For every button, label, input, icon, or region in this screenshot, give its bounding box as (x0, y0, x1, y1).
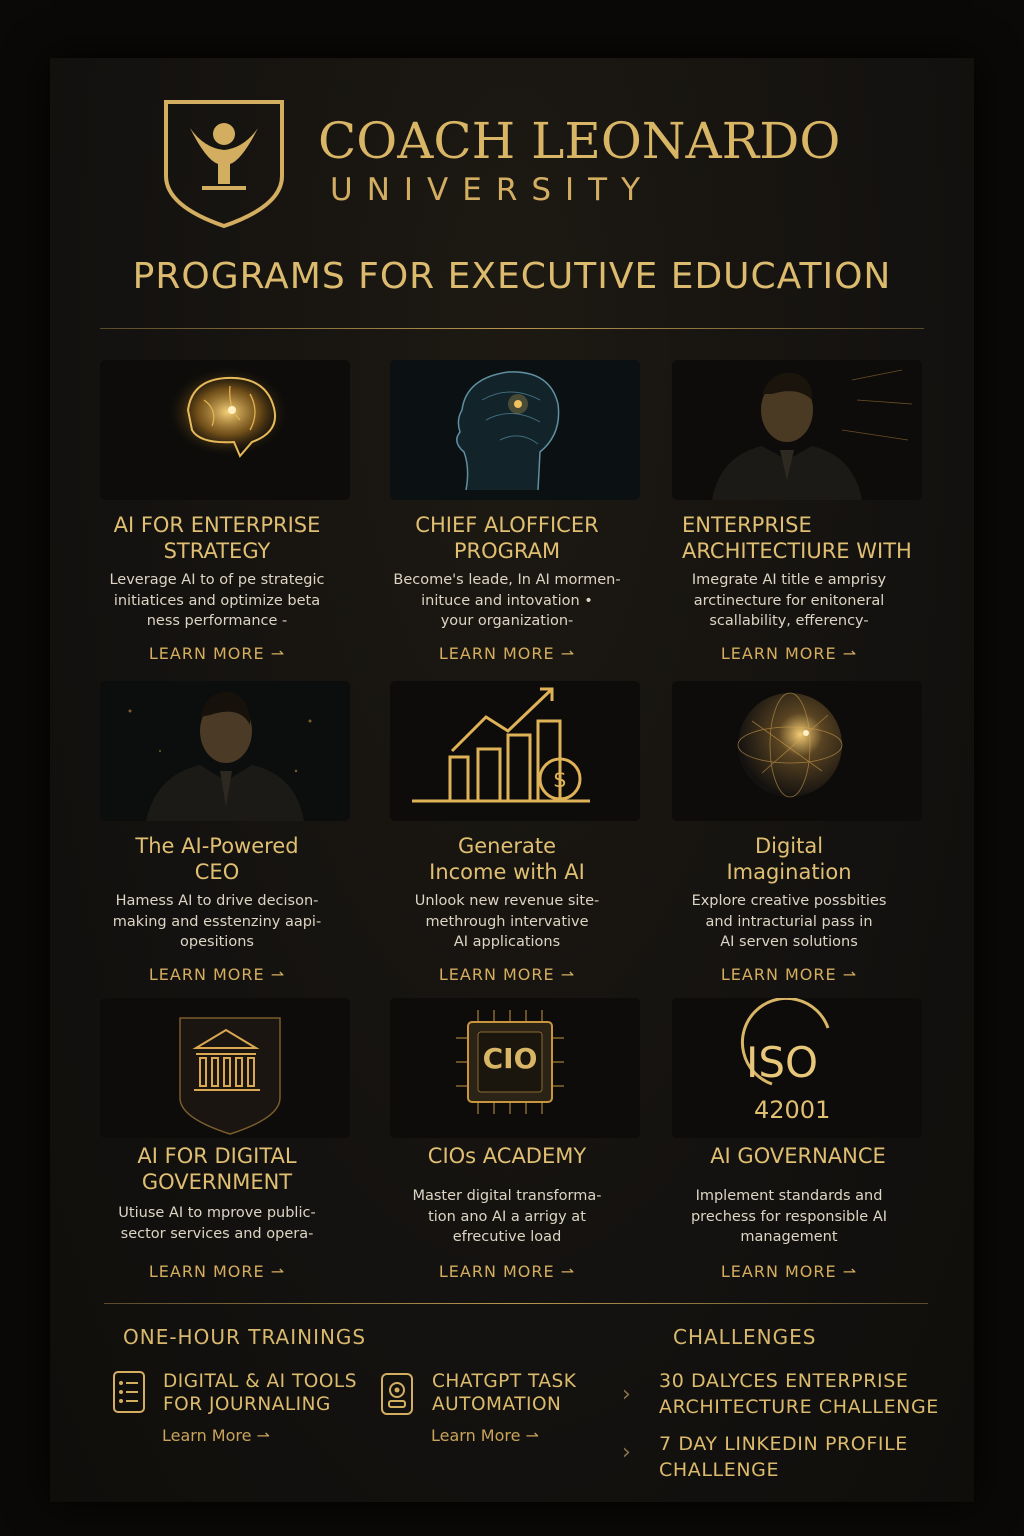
robot-icon (380, 1372, 414, 1416)
training-learn-more-link[interactable]: Learn More ⇀ (162, 1426, 270, 1445)
chevron-right-icon: › (622, 1382, 631, 1407)
program-description: Implement standards and prechess for responsible AI management (690, 1188, 888, 1245)
learn-more-link[interactable]: LEARN MORE ⇀ (148, 965, 286, 984)
learn-more-link[interactable]: LEARN MORE ⇀ (148, 1262, 286, 1281)
program-description: Master digital transforma- tion ano AI a arrigy at efrecutive load (412, 1188, 602, 1245)
badge-top-text: ISO (746, 1038, 819, 1087)
divider (104, 1303, 928, 1304)
program-title: AI GOVERNANCE (710, 1144, 886, 1168)
learn-more-link[interactable]: LEARN MORE ⇀ (438, 965, 576, 984)
program-title: Digital Imagination (726, 834, 852, 884)
program-description: Become's leade, In AI mormen- inituce and intovation • your organization- (393, 572, 621, 629)
shield-logo-icon (162, 98, 286, 228)
iso-badge-icon (672, 998, 922, 1138)
page-title: PROGRAMS FOR EXECUTIVE EDUCATION (132, 256, 892, 297)
challenge-item[interactable]: 7 DAY LINKEDIN PROFILE CHALLENGE (659, 1433, 908, 1481)
ai-head-profile-icon (390, 360, 640, 500)
program-title: AI FOR DIGITAL GOVERNMENT (137, 1144, 297, 1194)
executive-portrait-icon (672, 360, 922, 500)
learn-more-link[interactable]: LEARN MORE ⇀ (438, 1262, 576, 1281)
learn-more-link[interactable]: LEARN MORE ⇀ (720, 1262, 858, 1281)
badge-bottom-text: 42001 (754, 1096, 831, 1124)
program-title: CHIEF ALOFFICER PROGRAM (415, 513, 599, 563)
ceo-portrait-icon (100, 681, 350, 821)
brand-title: COACH LEONARDO (318, 112, 841, 170)
learn-more-link[interactable]: LEARN MORE ⇀ (148, 644, 286, 663)
glowing-globe-icon (672, 681, 922, 821)
training-learn-more-link[interactable]: Learn More ⇀ (431, 1426, 539, 1445)
program-description: Utiuse AI to mprove public- sector services and opera- (118, 1205, 316, 1242)
challenges-heading: CHALLENGES (673, 1325, 817, 1349)
divider (100, 328, 924, 329)
chevron-right-icon: › (622, 1440, 631, 1465)
learn-more-link[interactable]: LEARN MORE ⇀ (720, 644, 858, 663)
program-description: Imegrate AI title e amprisy arctinecture for enitoneral scallability, efferency- (691, 572, 887, 629)
chip-label: CIO (482, 1042, 538, 1075)
program-title: AI FOR ENTERPRISE STRATEGY (113, 513, 321, 563)
program-title: Generate Income with AI (429, 834, 585, 884)
glowing-brain-icon (100, 360, 350, 500)
training-title: CHATGPT TASK AUTOMATION (432, 1371, 577, 1415)
checklist-icon (112, 1370, 146, 1414)
program-description: Explore creative possbities and intracturial pass in AI serven solutions (691, 893, 887, 950)
program-description: Unlook new revenue site- methrough intervative AI applications (414, 893, 600, 950)
program-title: CIOs ACADEMY (427, 1144, 587, 1168)
program-title: ENTERPRISE ARCHITECTIURE WITH (682, 513, 912, 563)
brand-subtitle: UNIVERSITY (330, 172, 655, 208)
trainings-heading: ONE-HOUR TRAININGS (123, 1325, 367, 1349)
program-description: Leverage AI to of pe strategic initiatices and optimize beta ness performance - (109, 572, 325, 629)
learn-more-link[interactable]: LEARN MORE ⇀ (438, 644, 576, 663)
svg-text:$: $ (553, 768, 567, 793)
growth-chart-icon (390, 681, 640, 821)
learn-more-link[interactable]: LEARN MORE ⇀ (720, 965, 858, 984)
cio-chip-icon (390, 998, 640, 1138)
challenge-item[interactable]: 30 DALYCES ENTERPRISE ARCHITECTURE CHALLENGE (659, 1370, 939, 1418)
program-title: The AI-Powered CEO (135, 834, 299, 884)
training-title: DIGITAL & AI TOOLS FOR JOURNALING (163, 1371, 357, 1415)
government-building-icon (100, 998, 350, 1138)
program-description: Hamess AI to drive decison- making and esstenziny aapi- opesitions (112, 893, 322, 950)
